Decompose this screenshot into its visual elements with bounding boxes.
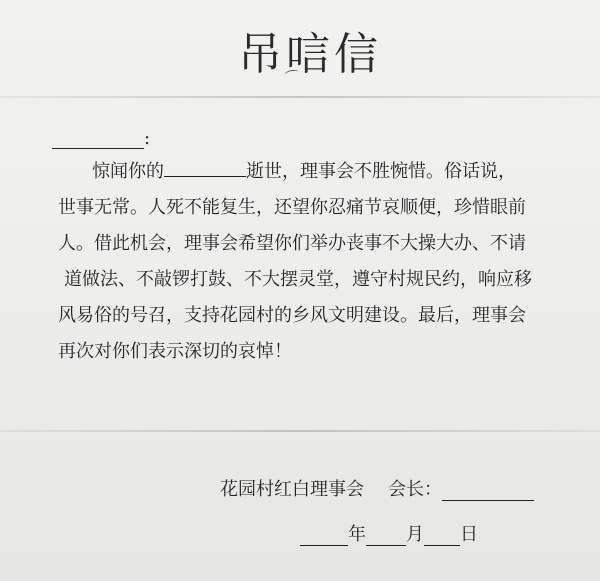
month-blank: [366, 529, 406, 546]
president-label: 会长：: [388, 479, 442, 500]
body-line-4: 道做法、不敲锣打鼓、不大摆灵堂，遵守村规民约，响应移: [64, 269, 532, 290]
letter-body: [58, 154, 558, 370]
year-label: 年: [348, 524, 366, 545]
president-signature-blank: [442, 484, 534, 501]
paper-crease: [0, 430, 600, 432]
date-line: [300, 520, 478, 546]
body-line-2: 世事无常。人死不能复生，还望你忍痛节哀顺便，珍惜眼前: [58, 197, 526, 218]
salutation-colon: :: [144, 128, 151, 149]
recipient-blank: [52, 132, 144, 149]
salutation: [52, 128, 150, 149]
month-label: 月: [406, 524, 424, 545]
body-text-part1: 惊闻你的: [92, 161, 164, 182]
year-blank: [300, 529, 348, 546]
day-blank: [424, 529, 460, 546]
deceased-name-blank: [164, 162, 246, 177]
letter-title: 吊唁信: [238, 29, 382, 80]
organization-name: 花园村红白理事会: [220, 479, 364, 500]
day-label: 日: [460, 524, 478, 545]
signature-block: [220, 475, 534, 501]
body-text-part2: 逝世，理事会不胜惋惜。俗话说，: [246, 161, 516, 182]
body-line-6: 再次对你们表示深切的哀悼！: [58, 341, 292, 362]
body-line-5: 风易俗的号召，支持花园村的乡风文明建设。最后，理事会: [58, 305, 526, 326]
body-line-1: [58, 154, 558, 190]
paper-crease: [0, 96, 600, 98]
body-line-3: 人。借此机会，理事会希望你们举办丧事不大操大办、不请: [58, 233, 526, 254]
